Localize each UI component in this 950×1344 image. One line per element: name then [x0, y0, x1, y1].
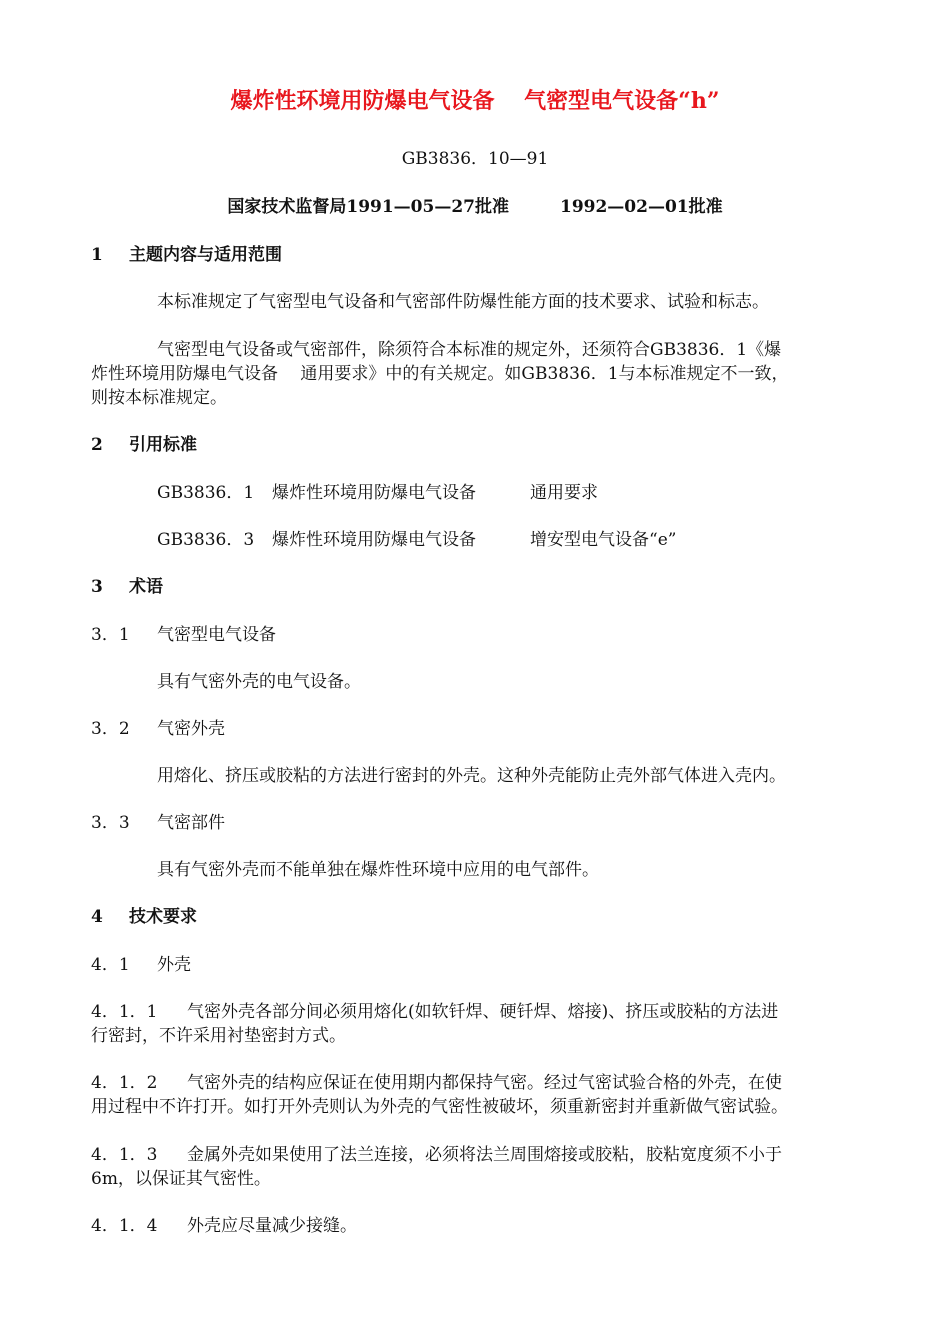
clause-line: 6m，以保证其气密性。	[91, 1169, 271, 1189]
ref-part: 增安型电气设备“e”	[530, 530, 677, 550]
section-heading: 主题内容与适用范围	[129, 245, 282, 265]
clause-number: 4．1．2	[91, 1073, 158, 1093]
clause-line: 行密封，不许采用衬垫密封方式。	[91, 1026, 346, 1046]
standard-number: GB3836．10—91	[401, 149, 549, 169]
clause-line: 金属外壳如果使用了法兰连接，必须将法兰周围熔接或胶粘，胶粘宽度须不小于	[187, 1145, 782, 1165]
term-name: 气密外壳	[157, 719, 225, 739]
term-number: 3．3	[91, 813, 130, 833]
approval-line: 国家技术监督局1991—05—27批准 1992—02—01批准	[227, 197, 723, 217]
clause-number: 4．1．1	[91, 1002, 158, 1022]
term-number: 3．1	[91, 625, 130, 645]
section-number: 4	[91, 907, 103, 927]
clause-number: 4．1．3	[91, 1145, 158, 1165]
clause-number: 4．1．4	[91, 1216, 158, 1236]
paragraph-line: 气密型电气设备或气密部件，除须符合本标准的规定外，还须符合GB3836．1《爆	[157, 340, 782, 360]
ref-name: 爆炸性环境用防爆电气设备	[272, 530, 476, 550]
term-name: 气密型电气设备	[157, 625, 276, 645]
ref-part: 通用要求	[530, 483, 598, 503]
term-name: 气密部件	[157, 813, 225, 833]
term-number: 3．2	[91, 719, 130, 739]
clause-line: 气密外壳各部分间必须用熔化(如软钎焊、硬钎焊、熔接)、挤压或胶粘的方法进	[187, 1002, 779, 1022]
ref-code: GB3836．3	[157, 530, 255, 550]
section-heading: 引用标准	[129, 435, 197, 455]
term-definition: 用熔化、挤压或胶粘的方法进行密封的外壳。这种外壳能防止壳外部气体进入壳内。	[157, 766, 786, 786]
subsection-title: 外壳	[157, 955, 191, 975]
paragraph-line: 炸性环境用防爆电气设备 通用要求》中的有关规定。如GB3836．1与本标准规定不一致，	[91, 364, 789, 384]
section-heading: 技术要求	[129, 907, 197, 927]
section-number: 1	[91, 245, 103, 265]
section-number: 2	[91, 435, 103, 455]
clause-line: 外壳应尽量减少接缝。	[187, 1216, 357, 1236]
paragraph-line: 则按本标准规定。	[91, 388, 227, 408]
term-definition: 具有气密外壳而不能单独在爆炸性环境中应用的电气部件。	[157, 860, 599, 880]
section-number: 3	[91, 577, 103, 597]
subsection-number: 4．1	[91, 955, 130, 975]
clause-line: 用过程中不许打开。如打开外壳则认为外壳的气密性被破坏，须重新密封并重新做气密试验。	[91, 1097, 788, 1117]
clause-line: 气密外壳的结构应保证在使用期内都保持气密。经过气密试验合格的外壳，在使	[187, 1073, 782, 1093]
ref-code: GB3836．1	[157, 483, 255, 503]
paragraph: 本标准规定了气密型电气设备和气密部件防爆性能方面的技术要求、试验和标志。	[157, 292, 769, 312]
document-title: 爆炸性环境用防爆电气设备 气密型电气设备“h”	[230, 88, 720, 114]
term-definition: 具有气密外壳的电气设备。	[157, 672, 361, 692]
section-heading: 术语	[129, 577, 163, 597]
ref-name: 爆炸性环境用防爆电气设备	[272, 483, 476, 503]
